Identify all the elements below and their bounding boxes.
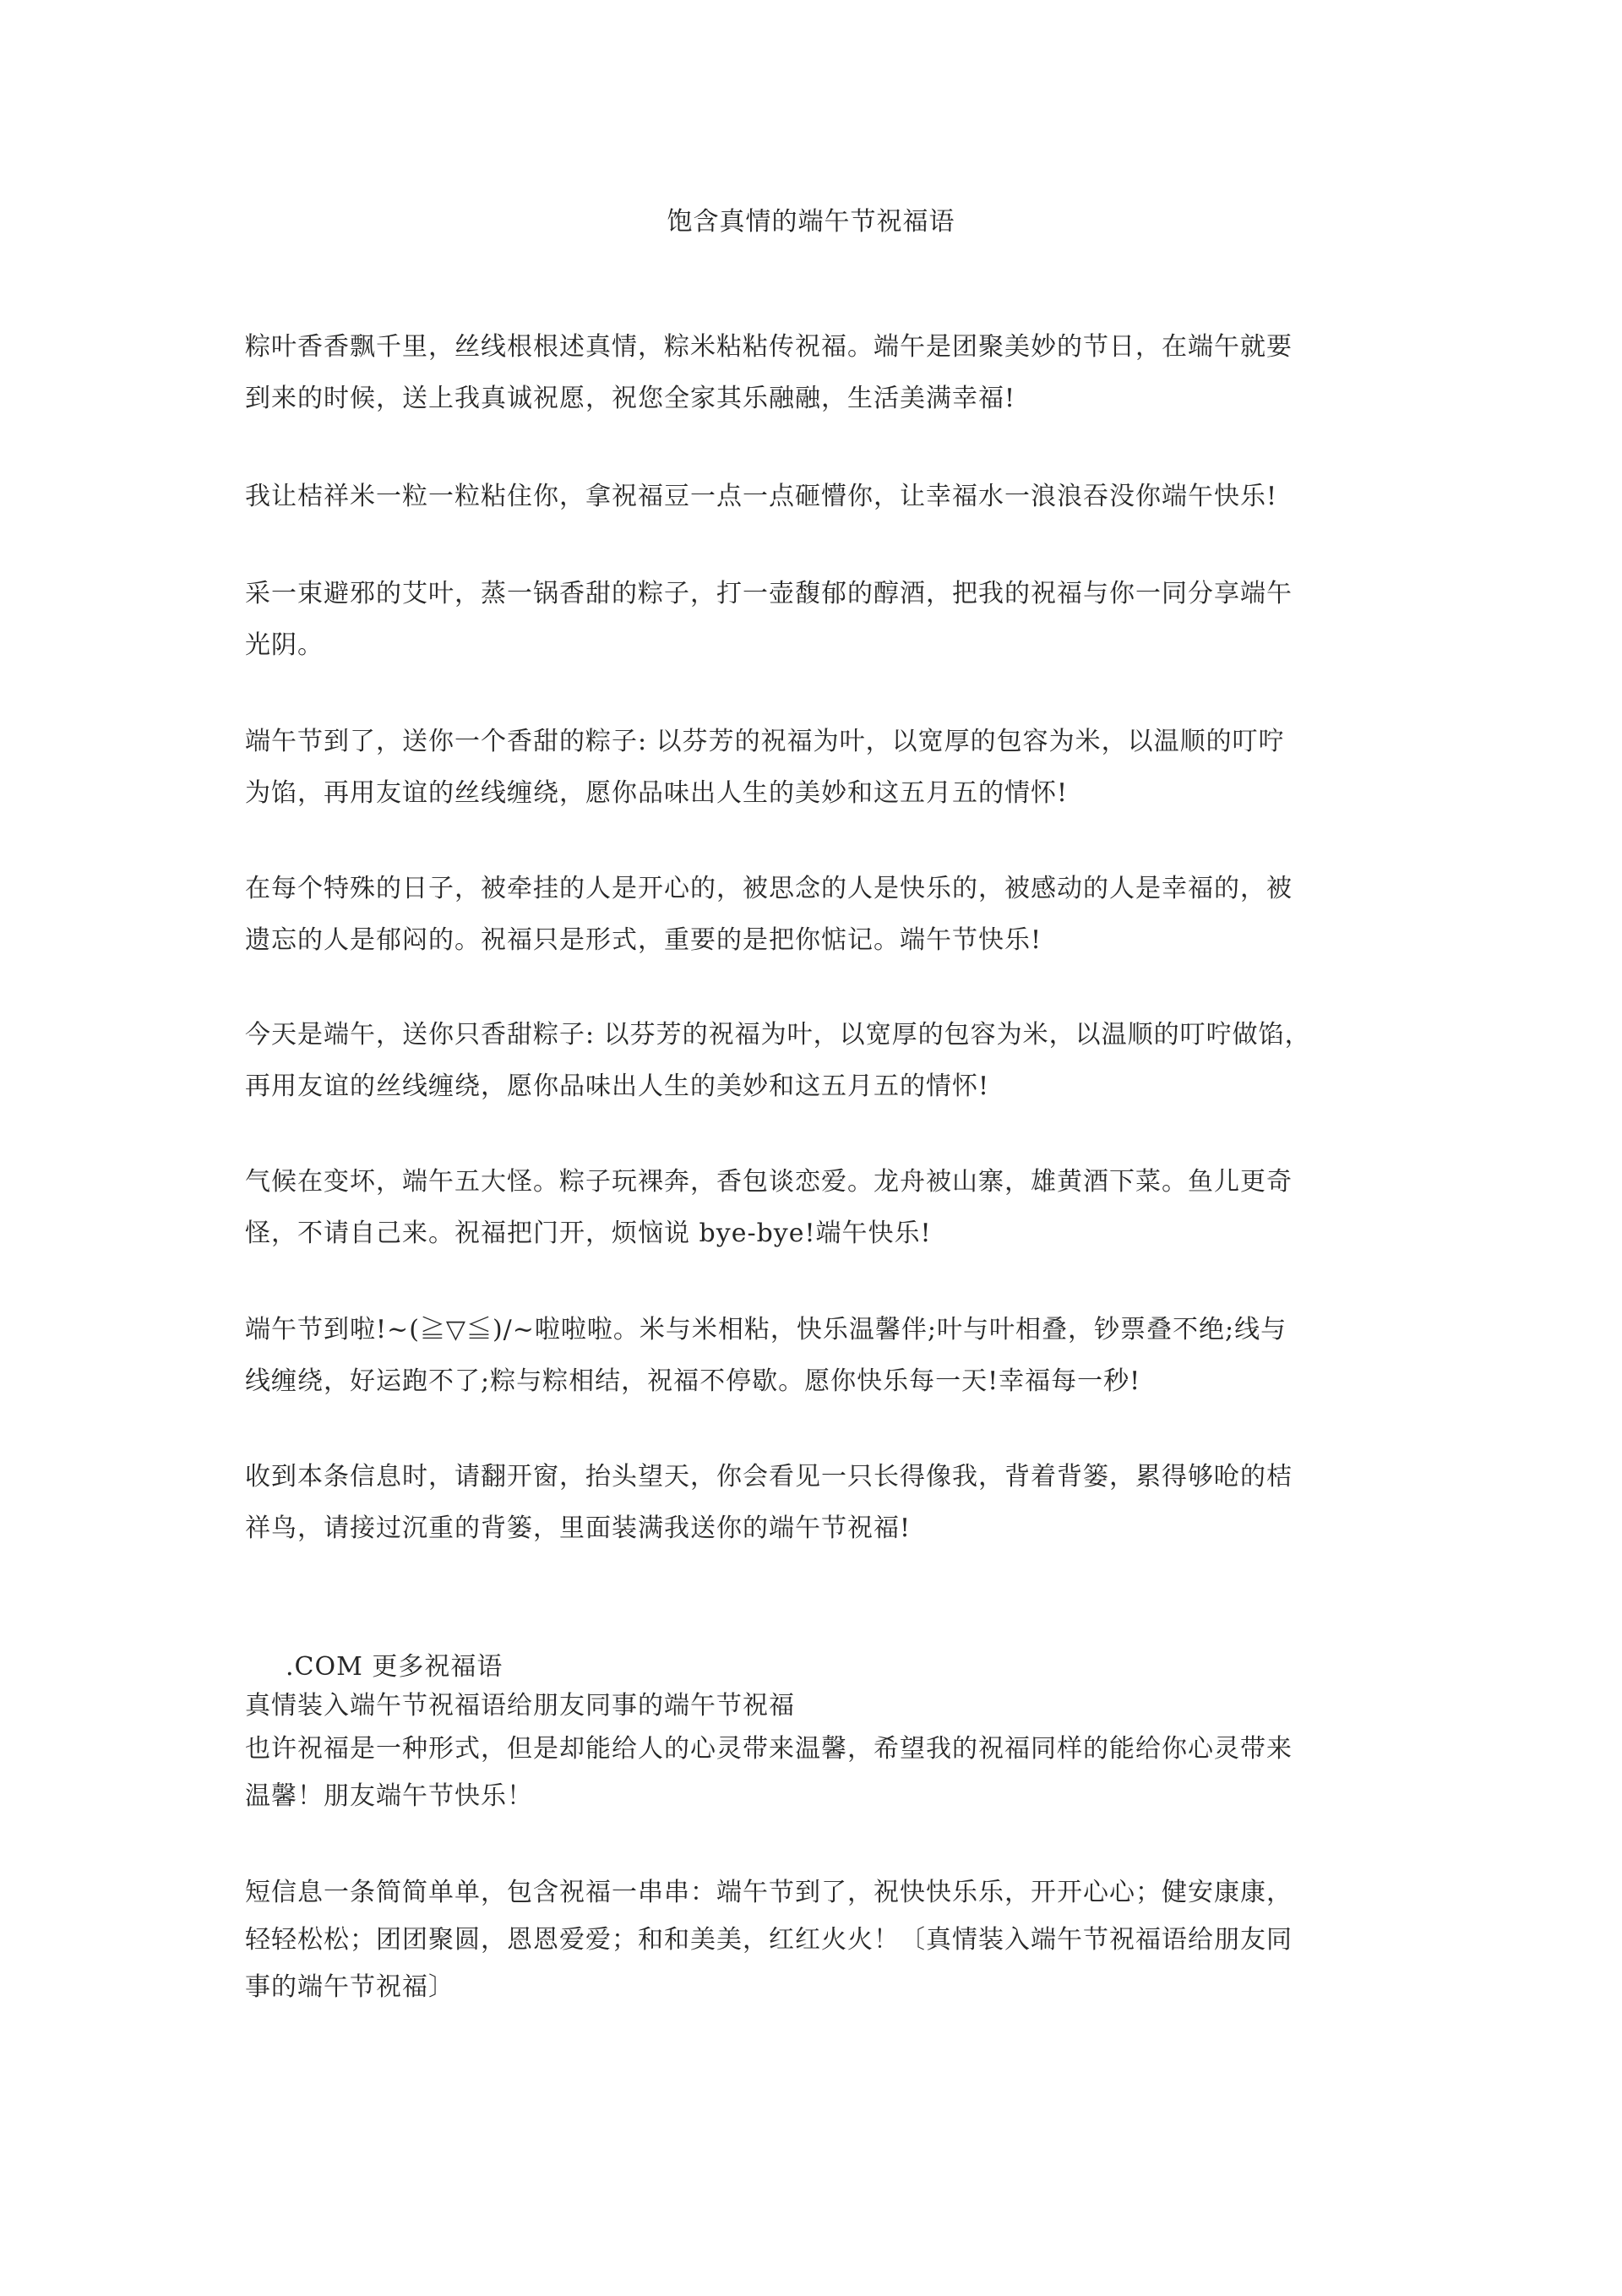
text-line: 我让桔祥米一粒一粒粘住你，拿祝福豆一点一点砸懵你，让幸福水一浪浪吞没你端午快乐! bbox=[245, 482, 1278, 511]
more-paragraph bbox=[245, 1869, 1385, 2011]
text-line: 祥鸟，请接过沉重的背篓，里面装满我送你的端午节祝福! bbox=[245, 1513, 912, 1543]
text-line: 为馅，再用友谊的丝线缠绕，愿你品味出人生的美妙和这五月五的情怀! bbox=[245, 778, 1069, 808]
more-heading: .COM 更多祝福语 bbox=[286, 1652, 503, 1682]
text-line: 轻轻松松；团团聚圆，恩恩爱爱；和和美美，红红火火！〔真情装入端午节祝福语给朋友同 bbox=[245, 1925, 1293, 1955]
text-line: 端午节到啦!~(≧▽≦)/~啦啦啦。米与米相粘，快乐温馨伴;叶与叶相叠，钞票叠不绝;线与 bbox=[245, 1315, 1287, 1344]
text-line: 收到本条信息时，请翻开窗，抬头望天，你会看见一只长得像我，背着背篓，累得够呛的桔 bbox=[245, 1462, 1293, 1492]
paragraph bbox=[245, 1156, 1385, 1259]
text-line: 事的端午节祝福〕 bbox=[245, 1972, 454, 2002]
text-line: 今天是端午，送你只香甜粽子: 以芬芳的祝福为叶，以宽厚的包容为米，以温顺的叮咛做馅， bbox=[245, 1020, 1311, 1050]
paragraph bbox=[245, 1009, 1385, 1112]
text-line: 短信息一条简简单单，包含祝福一串串：端午节到了，祝快快乐乐，开开心心；健安康康， bbox=[245, 1878, 1293, 1907]
text-line: 采一束避邪的艾叶，蒸一锅香甜的粽子，打一壶馥郁的醇酒，把我的祝福与你一同分享端午 bbox=[245, 579, 1293, 608]
more-paragraph bbox=[245, 1726, 1385, 1820]
document-title: 饱含真情的端午节祝福语 bbox=[667, 207, 955, 237]
paragraph bbox=[245, 863, 1385, 966]
text-line: 光阴。 bbox=[245, 630, 324, 660]
more-section bbox=[245, 1648, 1385, 2011]
text-line: 线缠绕，好运跑不了;粽与粽相结，祝福不停歇。愿你快乐每一天!幸福每一秒! bbox=[245, 1366, 1141, 1396]
text-line: 在每个特殊的日子，被牵挂的人是开心的，被思念的人是快乐的，被感动的人是幸福的，被 bbox=[245, 874, 1293, 903]
paragraph bbox=[245, 321, 1385, 424]
text-line: 气候在变坏，端午五大怪。粽子玩裸奔，香包谈恋爱。龙舟被山寨，雄黄酒下菜。鱼儿更奇 bbox=[245, 1167, 1293, 1197]
paragraph bbox=[245, 1451, 1385, 1554]
text-line: 也许祝福是一种形式，但是却能给人的心灵带来温馨，希望我的祝福同样的能给你心灵带来 bbox=[245, 1734, 1293, 1764]
paragraph bbox=[245, 1304, 1385, 1407]
text-line: 再用友谊的丝线缠绕，愿你品味出人生的美妙和这五月五的情怀! bbox=[245, 1072, 990, 1101]
text-line: 遗忘的人是郁闷的。祝福只是形式，重要的是把你惦记。端午节快乐! bbox=[245, 925, 1042, 955]
text-line: 温馨！朋友端午节快乐！ bbox=[245, 1781, 533, 1811]
text-line: 到来的时候，送上我真诚祝愿，祝您全家其乐融融，生活美满幸福! bbox=[245, 384, 1016, 413]
paragraph bbox=[245, 716, 1385, 819]
paragraph bbox=[245, 471, 1385, 522]
text-line: 怪，不请自己来。祝福把门开，烦恼说 bye-bye!端午快乐! bbox=[245, 1219, 932, 1248]
more-subtitle: 真情装入端午节祝福语给朋友同事的端午节祝福 bbox=[245, 1691, 795, 1721]
paragraph bbox=[245, 568, 1385, 671]
text-line: 端午节到了，送你一个香甜的粽子: 以芬芳的祝福为叶，以宽厚的包容为米，以温顺的叮咛 bbox=[245, 727, 1285, 756]
text-line: 粽叶香香飘千里，丝线根根述真情，粽米粘粘传祝福。端午是团聚美妙的节日，在端午就要 bbox=[245, 332, 1293, 362]
